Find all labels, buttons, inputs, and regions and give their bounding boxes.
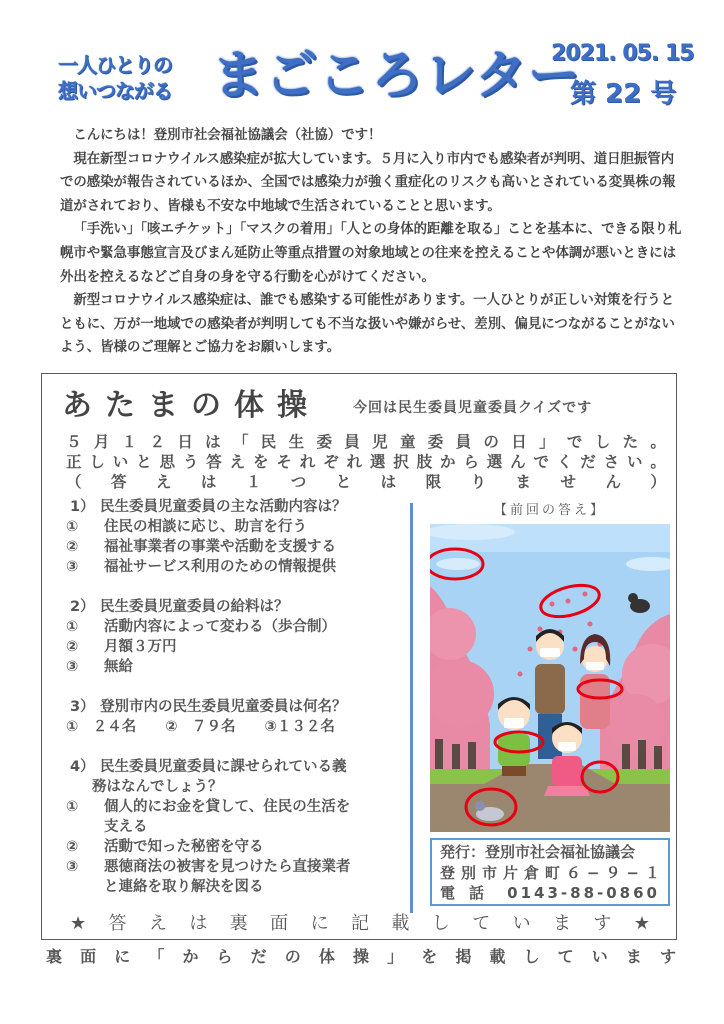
option-mark: ①	[66, 799, 79, 815]
quiz-instructions	[66, 432, 666, 492]
family-cherry-blossom-image	[430, 524, 670, 832]
question-number: 4）	[70, 759, 95, 775]
option	[66, 557, 406, 577]
quiz-title: あたまの体操	[62, 388, 320, 423]
intro-paragraph: 新型コロナウイルス感染症は、誰でも感染する可能性があります。一人ひとりが正しい対策を行うとともに、万が一地域での感染者が判明しても不当な扱いや嫌がらせ、差別、偏見につながることがないよう、皆様のご理解とご協力をお願いします。	[60, 293, 675, 356]
instruction-line: （ 答 え は １ つ と は 限 り ま せ ん ）	[66, 473, 666, 491]
intro-paragraph: 「手洗い」「咳エチケット」「マスクの着用」「人との身体的距離を取る」ことを基本に、できる限り札幌市や緊急事態宣言及びまん延防止等重点措置の対象地域との往来を控えることや体調が悪いときには外出を控えるなどご自身の身を守る行動を心がけてください。	[60, 222, 682, 285]
tagline-line-1: 一人ひとりの	[58, 53, 172, 77]
intro-text	[60, 124, 686, 360]
publisher-name: 発行：登別市社会福祉協議会	[440, 843, 636, 861]
inline-options: ① ２４名 ② ７９名 ③１３２名	[66, 719, 335, 735]
header-tagline	[58, 52, 218, 104]
option	[66, 517, 406, 537]
option	[66, 537, 406, 557]
publisher-address: 登 別 市 片 倉 町 ６ − ９ − １	[440, 863, 660, 882]
instruction-line: ５ 月 １ ２ 日 は 「 民 生 委 員 児 童 委 員 の 日 」 で し た 。	[66, 433, 666, 451]
intro-paragraph: 現在新型コロナウイルス感染症が拡大しています。５月に入り市内でも感染者が判明、道日胆振管内での感染が報告されているほか、全国では感染力が強く重症化のリスクも高いとされている変異株の報道がされており、皆様も不安な中地域で生活されていることと思います。	[60, 151, 676, 214]
option-mark: ①	[66, 619, 79, 635]
instruction-line: 正 し い と 思 う 答 え を そ れ ぞ れ 選 択 肢 か ら 選 ん で く だ さ い 。	[66, 453, 666, 471]
previous-answer-label: 【前回の答え】	[493, 503, 606, 518]
option-mark: ①	[66, 519, 79, 535]
option-text: 福祉事業者の事業や活動を支援する	[104, 539, 336, 555]
phone-label: 電 話	[440, 884, 485, 902]
issue-date: 2021. 05. 15	[551, 41, 694, 66]
option	[66, 637, 406, 657]
option-mark: ②	[66, 839, 79, 855]
option-mark: ③	[66, 559, 79, 575]
question-1	[66, 497, 406, 577]
option-mark: ③	[66, 859, 79, 875]
column-divider	[410, 503, 413, 913]
question-title: 民生委員児童委員に課せられている義	[100, 759, 347, 775]
phone-number: 0143-88-0860	[507, 884, 660, 902]
question-title: 民生委員児童委員の主な活動内容は？	[100, 499, 347, 515]
question-title-continued: 務はなんでしょう？	[92, 779, 223, 795]
option-text: 活動内容によって変わる（歩合制）	[104, 619, 336, 635]
publisher-info	[430, 838, 670, 906]
question-number: 3）	[70, 699, 95, 715]
option	[66, 837, 406, 857]
question-2	[66, 597, 406, 677]
option-text: 月額３万円	[104, 639, 177, 655]
option	[66, 797, 406, 837]
question-number: 2）	[70, 599, 95, 615]
option	[66, 617, 406, 637]
option-mark: ②	[66, 639, 79, 655]
tagline-line-2: 想いつながる	[58, 79, 172, 103]
option-text: 個人的にお金を貸して、住民の生活を支える	[104, 799, 351, 835]
option-text: 無給	[104, 659, 133, 675]
question-3	[66, 697, 406, 737]
question-number: 1）	[70, 499, 95, 515]
question-title: 登別市内の民生委員児童委員は何名？	[100, 699, 347, 715]
intro-paragraph: こんにちは！登別市社会福祉協議会（社協）です！	[73, 128, 382, 143]
back-page-note: 裏 面 に 「 か ら だ の 体 操 」 を 掲 載 し て い ま す	[46, 947, 676, 966]
newsletter-title: まごころレター	[212, 46, 581, 106]
option	[66, 657, 406, 677]
publisher-phone	[440, 883, 660, 904]
issue-number: 第 22 号	[570, 79, 677, 109]
question-4	[66, 757, 406, 897]
option-mark: ③	[66, 659, 79, 675]
option-text: 活動で知った秘密を守る	[104, 839, 264, 855]
option-text: 住民の相談に応じ、助言を行う	[104, 519, 307, 535]
option-text: 悪徳商法の被害を見つけたら直接業者と連絡を取り解決を図る	[104, 859, 351, 895]
answers-on-back-note: ★ 答 え は 裏 面 に 記 載 し て い ま す ★	[70, 913, 650, 934]
option-text: 福祉サービス利用のための情報提供	[104, 559, 336, 575]
option	[66, 857, 406, 897]
quiz-questions	[66, 497, 406, 917]
previous-answer-illustration	[430, 524, 670, 832]
quiz-subtitle: 今回は民生委員児童委員クイズです	[353, 400, 593, 416]
option-mark: ②	[66, 539, 79, 555]
question-title: 民生委員児童委員の給料は？	[100, 599, 289, 615]
